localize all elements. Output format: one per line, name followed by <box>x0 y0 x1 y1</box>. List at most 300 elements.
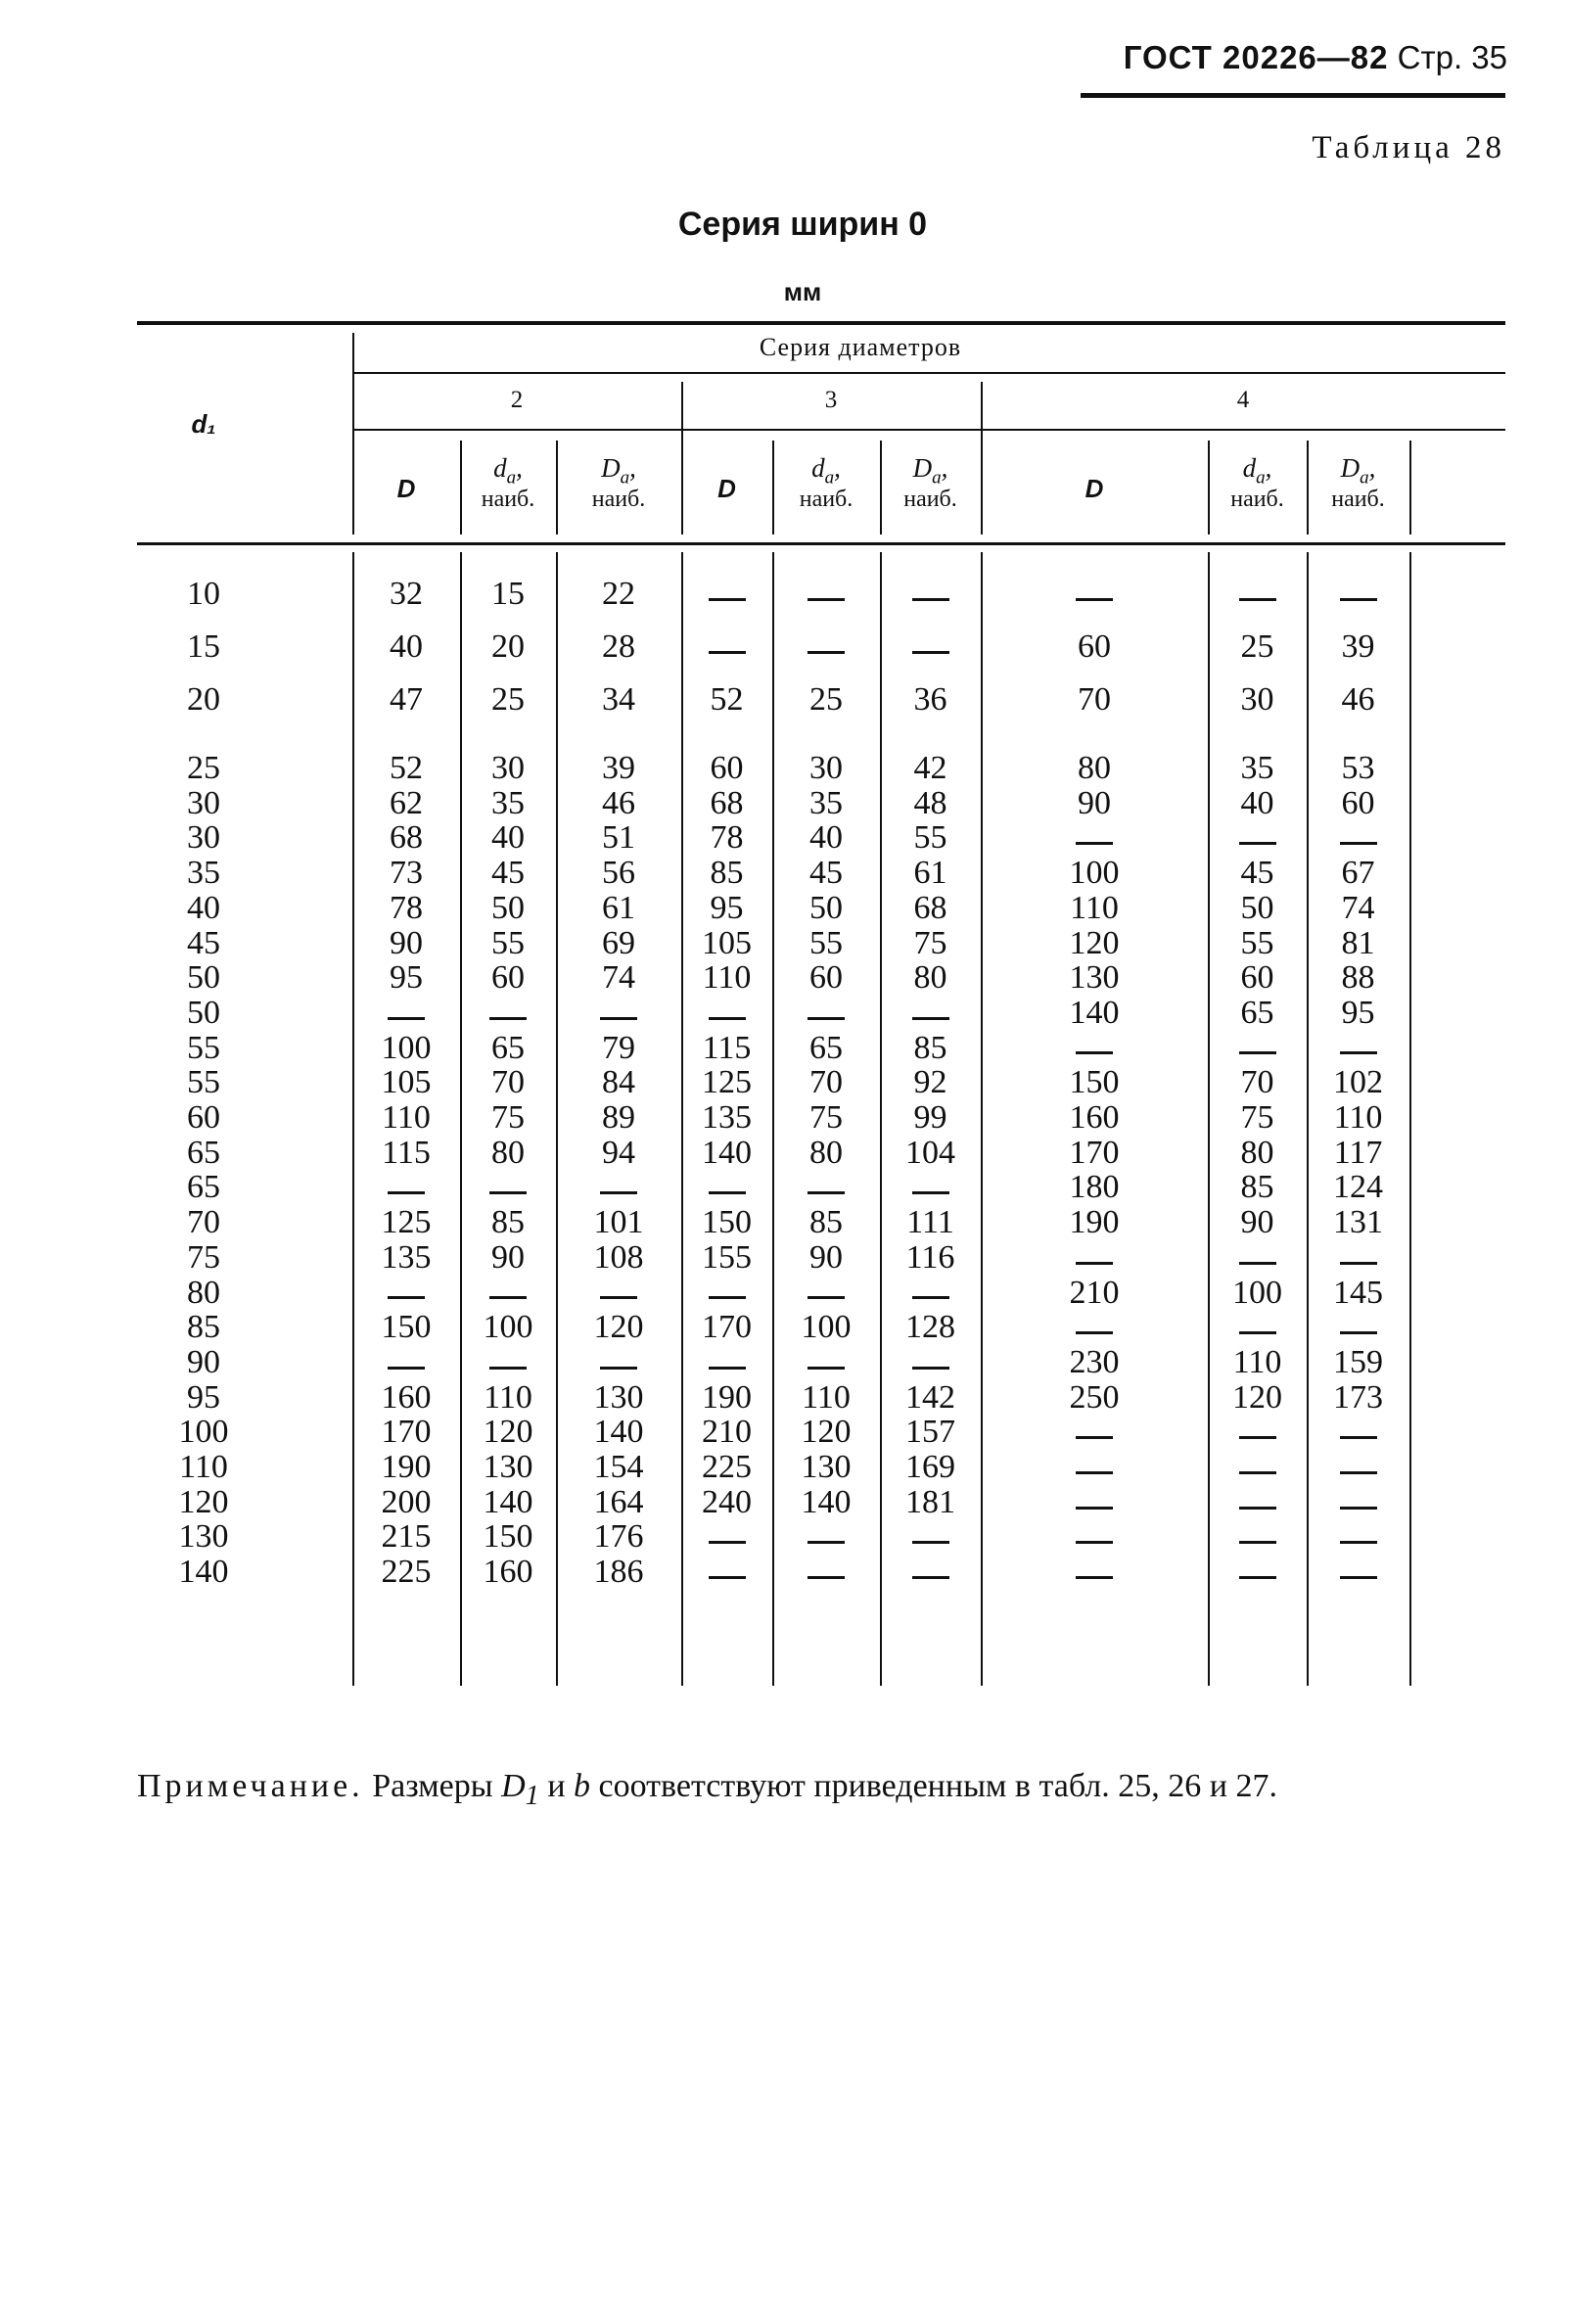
table-cell: 190 <box>702 1378 752 1416</box>
table-cell: 100 <box>483 1309 533 1346</box>
table-cell-empty <box>703 591 752 607</box>
table-cell: 80 <box>1240 1134 1274 1171</box>
series-header-4: 4 <box>1236 387 1250 413</box>
table-cell: 110 <box>484 1378 532 1416</box>
row-label-d1: 20 <box>187 681 220 718</box>
table-cell: 115 <box>382 1134 431 1171</box>
table-cell: 55 <box>1240 924 1274 961</box>
table-cell-empty <box>1334 591 1383 607</box>
table-cell: 150 <box>483 1518 533 1556</box>
table-cell-empty <box>1334 1464 1383 1480</box>
table-cell: 15 <box>491 576 525 612</box>
table-cell-empty <box>1334 1569 1383 1585</box>
table-cell-empty <box>594 1010 643 1026</box>
table-cell-empty <box>484 1360 532 1375</box>
table-cell-empty <box>382 1290 431 1306</box>
table-cell: 80 <box>913 959 947 997</box>
table-note <box>137 1767 1505 1816</box>
table-cell: 79 <box>602 1029 635 1066</box>
page-number: Стр. 35 <box>1397 39 1507 75</box>
table-cell: 88 <box>1341 959 1375 997</box>
row-label-d1: 55 <box>187 1064 220 1101</box>
table-cell: 30 <box>491 750 525 786</box>
table-cell: 120 <box>593 1309 644 1346</box>
table-cell: 48 <box>913 784 947 821</box>
note-label: Примечание. <box>137 1768 364 1804</box>
table-cell-empty <box>906 591 955 607</box>
table-cell: 124 <box>1333 1169 1383 1206</box>
table-cell-empty <box>906 1534 955 1550</box>
table-cell: 200 <box>381 1483 432 1520</box>
table-cell: 90 <box>390 924 423 961</box>
table-cell: 70 <box>809 1064 843 1101</box>
table-cell: 85 <box>491 1204 525 1241</box>
table-cell: 169 <box>905 1449 955 1485</box>
table-cell: 105 <box>702 924 752 961</box>
row-label-d1: 25 <box>187 750 220 786</box>
table-cell: 85 <box>710 855 744 892</box>
note-symbol-d1: $D_1$ <box>501 1768 539 1811</box>
table-cell-empty <box>1070 1429 1119 1445</box>
table-cell: 20 <box>491 628 525 665</box>
row-label-d1: 110 <box>179 1449 228 1485</box>
row-label-d1: 15 <box>187 628 220 665</box>
table-cell: 240 <box>702 1483 752 1520</box>
series-header-rule <box>352 429 1505 431</box>
table-cell: 135 <box>702 1099 752 1136</box>
series-divider <box>681 382 683 535</box>
table-cell: 92 <box>913 1064 947 1101</box>
table-cell-empty <box>1070 1534 1119 1550</box>
table-cell: 116 <box>905 1238 955 1276</box>
table-cell: 80 <box>491 1134 525 1171</box>
table-cell: 80 <box>1078 750 1111 786</box>
table-cell-empty <box>703 1185 752 1200</box>
table-cell: 90 <box>809 1238 843 1276</box>
table-cell-empty <box>703 1534 752 1550</box>
row-header-d1: d₁ <box>191 409 216 439</box>
row-label-d1: 130 <box>178 1518 229 1556</box>
row-label-d1: 65 <box>187 1169 220 1206</box>
table-cell: 170 <box>702 1309 752 1346</box>
table-cell: 52 <box>710 681 744 718</box>
table-top-rule <box>137 321 1505 325</box>
table-cell: 89 <box>602 1099 635 1136</box>
table-cell: 140 <box>1069 994 1120 1031</box>
table-cell: 190 <box>381 1449 432 1485</box>
table-cell: 170 <box>1069 1134 1120 1171</box>
table-cell: 150 <box>381 1309 432 1346</box>
table-cell: 110 <box>1232 1343 1282 1380</box>
table-cell: 115 <box>702 1029 752 1066</box>
table-cell: 35 <box>491 784 525 821</box>
table-cell-empty <box>484 1185 532 1200</box>
table-cell: 60 <box>1341 784 1375 821</box>
table-cell: 55 <box>491 924 525 961</box>
table-cell: 186 <box>593 1554 644 1591</box>
table-cell: 120 <box>801 1414 852 1451</box>
table-cell-empty <box>1070 835 1119 851</box>
sub-header-D: D <box>717 474 736 503</box>
table-cell-empty <box>1070 1255 1119 1271</box>
row-label-d1: 45 <box>187 924 220 961</box>
table-cell: 75 <box>809 1099 843 1136</box>
table-cell: 110 <box>1333 1099 1383 1136</box>
table-cell: 120 <box>483 1414 533 1451</box>
table-cell: 50 <box>1240 889 1274 926</box>
table-cell-empty <box>802 1010 851 1026</box>
table-cell: 95 <box>710 889 744 926</box>
table-cell: 157 <box>905 1414 955 1451</box>
table-cell-empty <box>382 1185 431 1200</box>
table-cell: 53 <box>1341 750 1375 786</box>
table-cell: 160 <box>1069 1099 1120 1136</box>
table-cell-empty <box>703 1010 752 1026</box>
table-cell-empty <box>1233 1534 1282 1550</box>
row-label-d1: 85 <box>187 1309 220 1346</box>
dimension-table <box>137 321 1505 1703</box>
page-header <box>1077 39 1507 76</box>
table-cell: 95 <box>390 959 423 997</box>
table-cell: 111 <box>906 1204 954 1241</box>
table-cell: 60 <box>491 959 525 997</box>
table-cell: 25 <box>491 681 525 718</box>
table-cell: 68 <box>913 889 947 926</box>
table-cell: 67 <box>1341 855 1375 892</box>
table-cell: 170 <box>381 1414 432 1451</box>
table-cell-empty <box>1233 1569 1282 1585</box>
table-cell-empty <box>906 1010 955 1026</box>
table-cell: 60 <box>1078 628 1111 665</box>
row-header-divider <box>352 333 354 535</box>
table-cell-empty <box>802 644 851 660</box>
table-cell: 60 <box>1240 959 1274 997</box>
table-cell: 128 <box>905 1309 955 1346</box>
row-label-d1: 140 <box>178 1554 229 1591</box>
table-cell: 34 <box>602 681 635 718</box>
group-header-rule <box>352 372 1505 374</box>
table-cell: 210 <box>1069 1274 1120 1311</box>
table-cell: 225 <box>381 1554 432 1591</box>
table-cell: 90 <box>1078 784 1111 821</box>
table-cell-empty <box>594 1290 643 1306</box>
table-cell: 102 <box>1333 1064 1383 1101</box>
note-symbol-b: b <box>574 1768 591 1804</box>
table-cell: 42 <box>913 750 947 786</box>
table-cell-empty <box>1334 1429 1383 1445</box>
row-label-d1: 55 <box>187 1029 220 1066</box>
table-cell-empty <box>802 1290 851 1306</box>
table-cell: 100 <box>1069 855 1120 892</box>
series-header-3: 3 <box>824 387 838 413</box>
table-cell: 160 <box>483 1554 533 1591</box>
table-cell: 176 <box>593 1518 644 1556</box>
table-cell: 85 <box>1240 1169 1274 1206</box>
table-cell: 78 <box>710 819 744 857</box>
table-cell: 155 <box>702 1238 752 1276</box>
table-cell: 36 <box>913 681 947 718</box>
table-cell: 110 <box>702 959 752 997</box>
row-label-d1: 50 <box>187 994 220 1031</box>
units-label: мм <box>783 277 822 306</box>
table-cell: 28 <box>602 628 635 665</box>
row-label-d1: 60 <box>187 1099 220 1136</box>
sub-header-Da-max: $D_a$, наиб. <box>903 453 957 513</box>
table-cell: 120 <box>1069 924 1120 961</box>
table-cell-empty <box>802 1534 851 1550</box>
table-cell: 75 <box>1240 1099 1274 1136</box>
table-cell-empty <box>1070 1464 1119 1480</box>
row-label-d1: 80 <box>187 1274 220 1311</box>
note-text-2: и <box>547 1768 566 1804</box>
table-cell: 100 <box>801 1309 852 1346</box>
table-cell-empty <box>802 591 851 607</box>
table-cell-empty <box>906 1290 955 1306</box>
table-cell: 85 <box>913 1029 947 1066</box>
table-cell-empty <box>594 1185 643 1200</box>
sub-header-D: D <box>1084 474 1104 503</box>
table-cell: 110 <box>802 1378 851 1416</box>
note-text-1: Размеры <box>372 1768 493 1804</box>
table-title: Серия ширин 0 <box>677 206 928 243</box>
table-cell: 85 <box>809 1204 843 1241</box>
table-cell: 130 <box>483 1449 533 1485</box>
table-cell-empty <box>1070 591 1119 607</box>
table-cell-empty <box>906 1185 955 1200</box>
table-cell: 69 <box>602 924 635 961</box>
table-cell: 101 <box>593 1204 644 1241</box>
table-cell: 140 <box>702 1134 752 1171</box>
table-cell: 130 <box>1069 959 1120 997</box>
table-cell: 40 <box>809 819 843 857</box>
table-cell-empty <box>1334 835 1383 851</box>
row-label-d1: 50 <box>187 959 220 997</box>
table-cell-empty <box>1334 1500 1383 1515</box>
row-label-d1: 90 <box>187 1343 220 1380</box>
table-cell: 52 <box>390 750 423 786</box>
table-cell: 70 <box>1078 681 1111 718</box>
table-cell: 150 <box>1069 1064 1120 1101</box>
table-cell-empty <box>703 1569 752 1585</box>
table-cell: 75 <box>491 1099 525 1136</box>
table-cell: 108 <box>593 1238 644 1276</box>
table-cell: 110 <box>382 1099 431 1136</box>
header-bottom-rule <box>137 542 1505 545</box>
row-label-d1: 120 <box>178 1483 229 1520</box>
table-cell-empty <box>484 1010 532 1026</box>
table-cell-empty <box>1233 1255 1282 1271</box>
table-cell: 47 <box>390 681 423 718</box>
table-cell: 22 <box>602 576 635 612</box>
table-cell: 95 <box>1341 994 1375 1031</box>
table-cell-empty <box>1233 835 1282 851</box>
table-cell: 140 <box>593 1414 644 1451</box>
table-cell: 80 <box>809 1134 843 1171</box>
table-cell: 99 <box>913 1099 947 1136</box>
table-cell: 78 <box>390 889 423 926</box>
table-cell: 154 <box>593 1449 644 1485</box>
table-label: Таблица 28 <box>1312 130 1505 165</box>
sub-header-Da-max: $D_a$, наиб. <box>1331 453 1385 513</box>
sub-header-da-max: $d_a$, наиб. <box>799 453 854 513</box>
table-cell: 68 <box>390 819 423 857</box>
table-cell: 90 <box>1240 1204 1274 1241</box>
row-label-d1: 95 <box>187 1378 220 1416</box>
table-cell: 65 <box>809 1029 843 1066</box>
table-cell-empty <box>1070 1046 1119 1061</box>
table-cell: 46 <box>1341 681 1375 718</box>
table-cell: 65 <box>491 1029 525 1066</box>
table-cell-empty <box>1070 1569 1119 1585</box>
sub-header-da-max: $d_a$, наиб. <box>481 453 535 513</box>
table-cell-empty <box>1233 1429 1282 1445</box>
row-label-d1: 30 <box>187 784 220 821</box>
group-header-diameter-series: Серия диаметров <box>759 333 962 361</box>
table-cell: 60 <box>710 750 744 786</box>
table-cell: 81 <box>1341 924 1375 961</box>
table-cell: 160 <box>381 1378 432 1416</box>
table-cell: 140 <box>801 1483 852 1520</box>
sub-header-da-max: $d_a$, наиб. <box>1230 453 1284 513</box>
table-cell: 131 <box>1333 1204 1383 1241</box>
table-cell-empty <box>703 1290 752 1306</box>
table-cell-empty <box>802 1569 851 1585</box>
table-cell: 25 <box>809 681 843 718</box>
row-label-d1: 40 <box>187 889 220 926</box>
table-cell: 105 <box>381 1064 432 1101</box>
table-cell: 39 <box>602 750 635 786</box>
table-cell-empty <box>906 1569 955 1585</box>
sub-header-Da-max: $D_a$, наиб. <box>591 453 646 513</box>
header-rule <box>1081 93 1505 98</box>
row-label-d1: 35 <box>187 855 220 892</box>
table-cell-empty <box>906 644 955 660</box>
table-cell: 210 <box>702 1414 752 1451</box>
table-cell: 159 <box>1333 1343 1383 1380</box>
table-cell: 190 <box>1069 1204 1120 1241</box>
table-cell: 62 <box>390 784 423 821</box>
row-label-d1: 100 <box>178 1414 229 1451</box>
standard-number: ГОСТ 20226—82 <box>1123 39 1389 75</box>
table-cell: 55 <box>913 819 947 857</box>
table-cell-empty <box>703 644 752 660</box>
row-label-d1: 75 <box>187 1238 220 1276</box>
table-cell: 94 <box>602 1134 635 1171</box>
table-cell: 35 <box>809 784 843 821</box>
table-cell-empty <box>1070 1500 1119 1515</box>
table-cell: 135 <box>381 1238 432 1276</box>
table-cell: 40 <box>390 628 423 665</box>
table-cell: 45 <box>809 855 843 892</box>
table-cell: 173 <box>1333 1378 1383 1416</box>
table-cell: 39 <box>1341 628 1375 665</box>
table-cell: 70 <box>1240 1064 1274 1101</box>
table-cell: 32 <box>390 576 423 612</box>
table-cell: 25 <box>1240 628 1274 665</box>
table-cell-empty <box>1233 1464 1282 1480</box>
table-cell-empty <box>802 1360 851 1375</box>
table-cell: 50 <box>809 889 843 926</box>
row-label-d1: 10 <box>187 576 220 612</box>
table-cell: 30 <box>809 750 843 786</box>
table-cell: 61 <box>913 855 947 892</box>
table-cell: 145 <box>1333 1274 1383 1311</box>
table-cell: 225 <box>702 1449 752 1485</box>
table-cell: 110 <box>1070 889 1119 926</box>
table-cell: 75 <box>913 924 947 961</box>
table-cell: 51 <box>602 819 635 857</box>
table-cell: 150 <box>702 1204 752 1241</box>
table-cell: 100 <box>381 1029 432 1066</box>
table-cell-empty <box>1233 591 1282 607</box>
row-label-d1: 70 <box>187 1204 220 1241</box>
table-cell: 74 <box>1341 889 1375 926</box>
table-cell: 117 <box>1333 1134 1383 1171</box>
table-cell: 46 <box>602 784 635 821</box>
table-cell: 250 <box>1069 1378 1120 1416</box>
table-cell: 45 <box>1240 855 1274 892</box>
table-cell: 50 <box>491 889 525 926</box>
table-cell-empty <box>382 1360 431 1375</box>
table-cell-empty <box>484 1290 532 1306</box>
note-text-3: соответствуют приведенным в табл. 25, 26 и 27. <box>598 1768 1277 1804</box>
table-cell-empty <box>1233 1046 1282 1061</box>
table-cell: 140 <box>483 1483 533 1520</box>
table-cell: 120 <box>1232 1378 1282 1416</box>
table-cell: 215 <box>381 1518 432 1556</box>
sub-header-D: D <box>396 474 416 503</box>
row-label-d1: 65 <box>187 1134 220 1171</box>
table-cell: 125 <box>702 1064 752 1101</box>
table-cell: 30 <box>1240 681 1274 718</box>
table-cell-empty <box>1233 1500 1282 1515</box>
table-cell: 73 <box>390 855 423 892</box>
table-cell: 40 <box>1240 784 1274 821</box>
table-cell-empty <box>594 1360 643 1375</box>
table-cell: 142 <box>905 1378 955 1416</box>
table-cell: 68 <box>710 784 744 821</box>
table-cell-empty <box>1334 1325 1383 1340</box>
table-cell: 181 <box>905 1483 955 1520</box>
table-cell: 130 <box>593 1378 644 1416</box>
table-cell-empty <box>802 1185 851 1200</box>
table-cell: 74 <box>602 959 635 997</box>
table-cell: 45 <box>491 855 525 892</box>
table-cell: 90 <box>491 1238 525 1276</box>
table-cell: 70 <box>491 1064 525 1101</box>
table-cell: 180 <box>1069 1169 1120 1206</box>
table-cell: 230 <box>1069 1343 1120 1380</box>
table-cell: 61 <box>602 889 635 926</box>
table-cell: 40 <box>491 819 525 857</box>
table-cell: 130 <box>801 1449 852 1485</box>
table-cell: 84 <box>602 1064 635 1101</box>
table-cell-empty <box>906 1360 955 1375</box>
table-cell-empty <box>1334 1255 1383 1271</box>
table-cell: 65 <box>1240 994 1274 1031</box>
table-cell: 125 <box>381 1204 432 1241</box>
table-cell-empty <box>1070 1325 1119 1340</box>
table-cell-empty <box>1233 1325 1282 1340</box>
table-cell-empty <box>382 1010 431 1026</box>
table-cell: 60 <box>809 959 843 997</box>
table-cell: 100 <box>1232 1274 1282 1311</box>
table-cell-empty <box>1334 1046 1383 1061</box>
table-cell: 35 <box>1240 750 1274 786</box>
table-cell-empty <box>1334 1534 1383 1550</box>
table-cell: 55 <box>809 924 843 961</box>
table-cell: 164 <box>593 1483 644 1520</box>
